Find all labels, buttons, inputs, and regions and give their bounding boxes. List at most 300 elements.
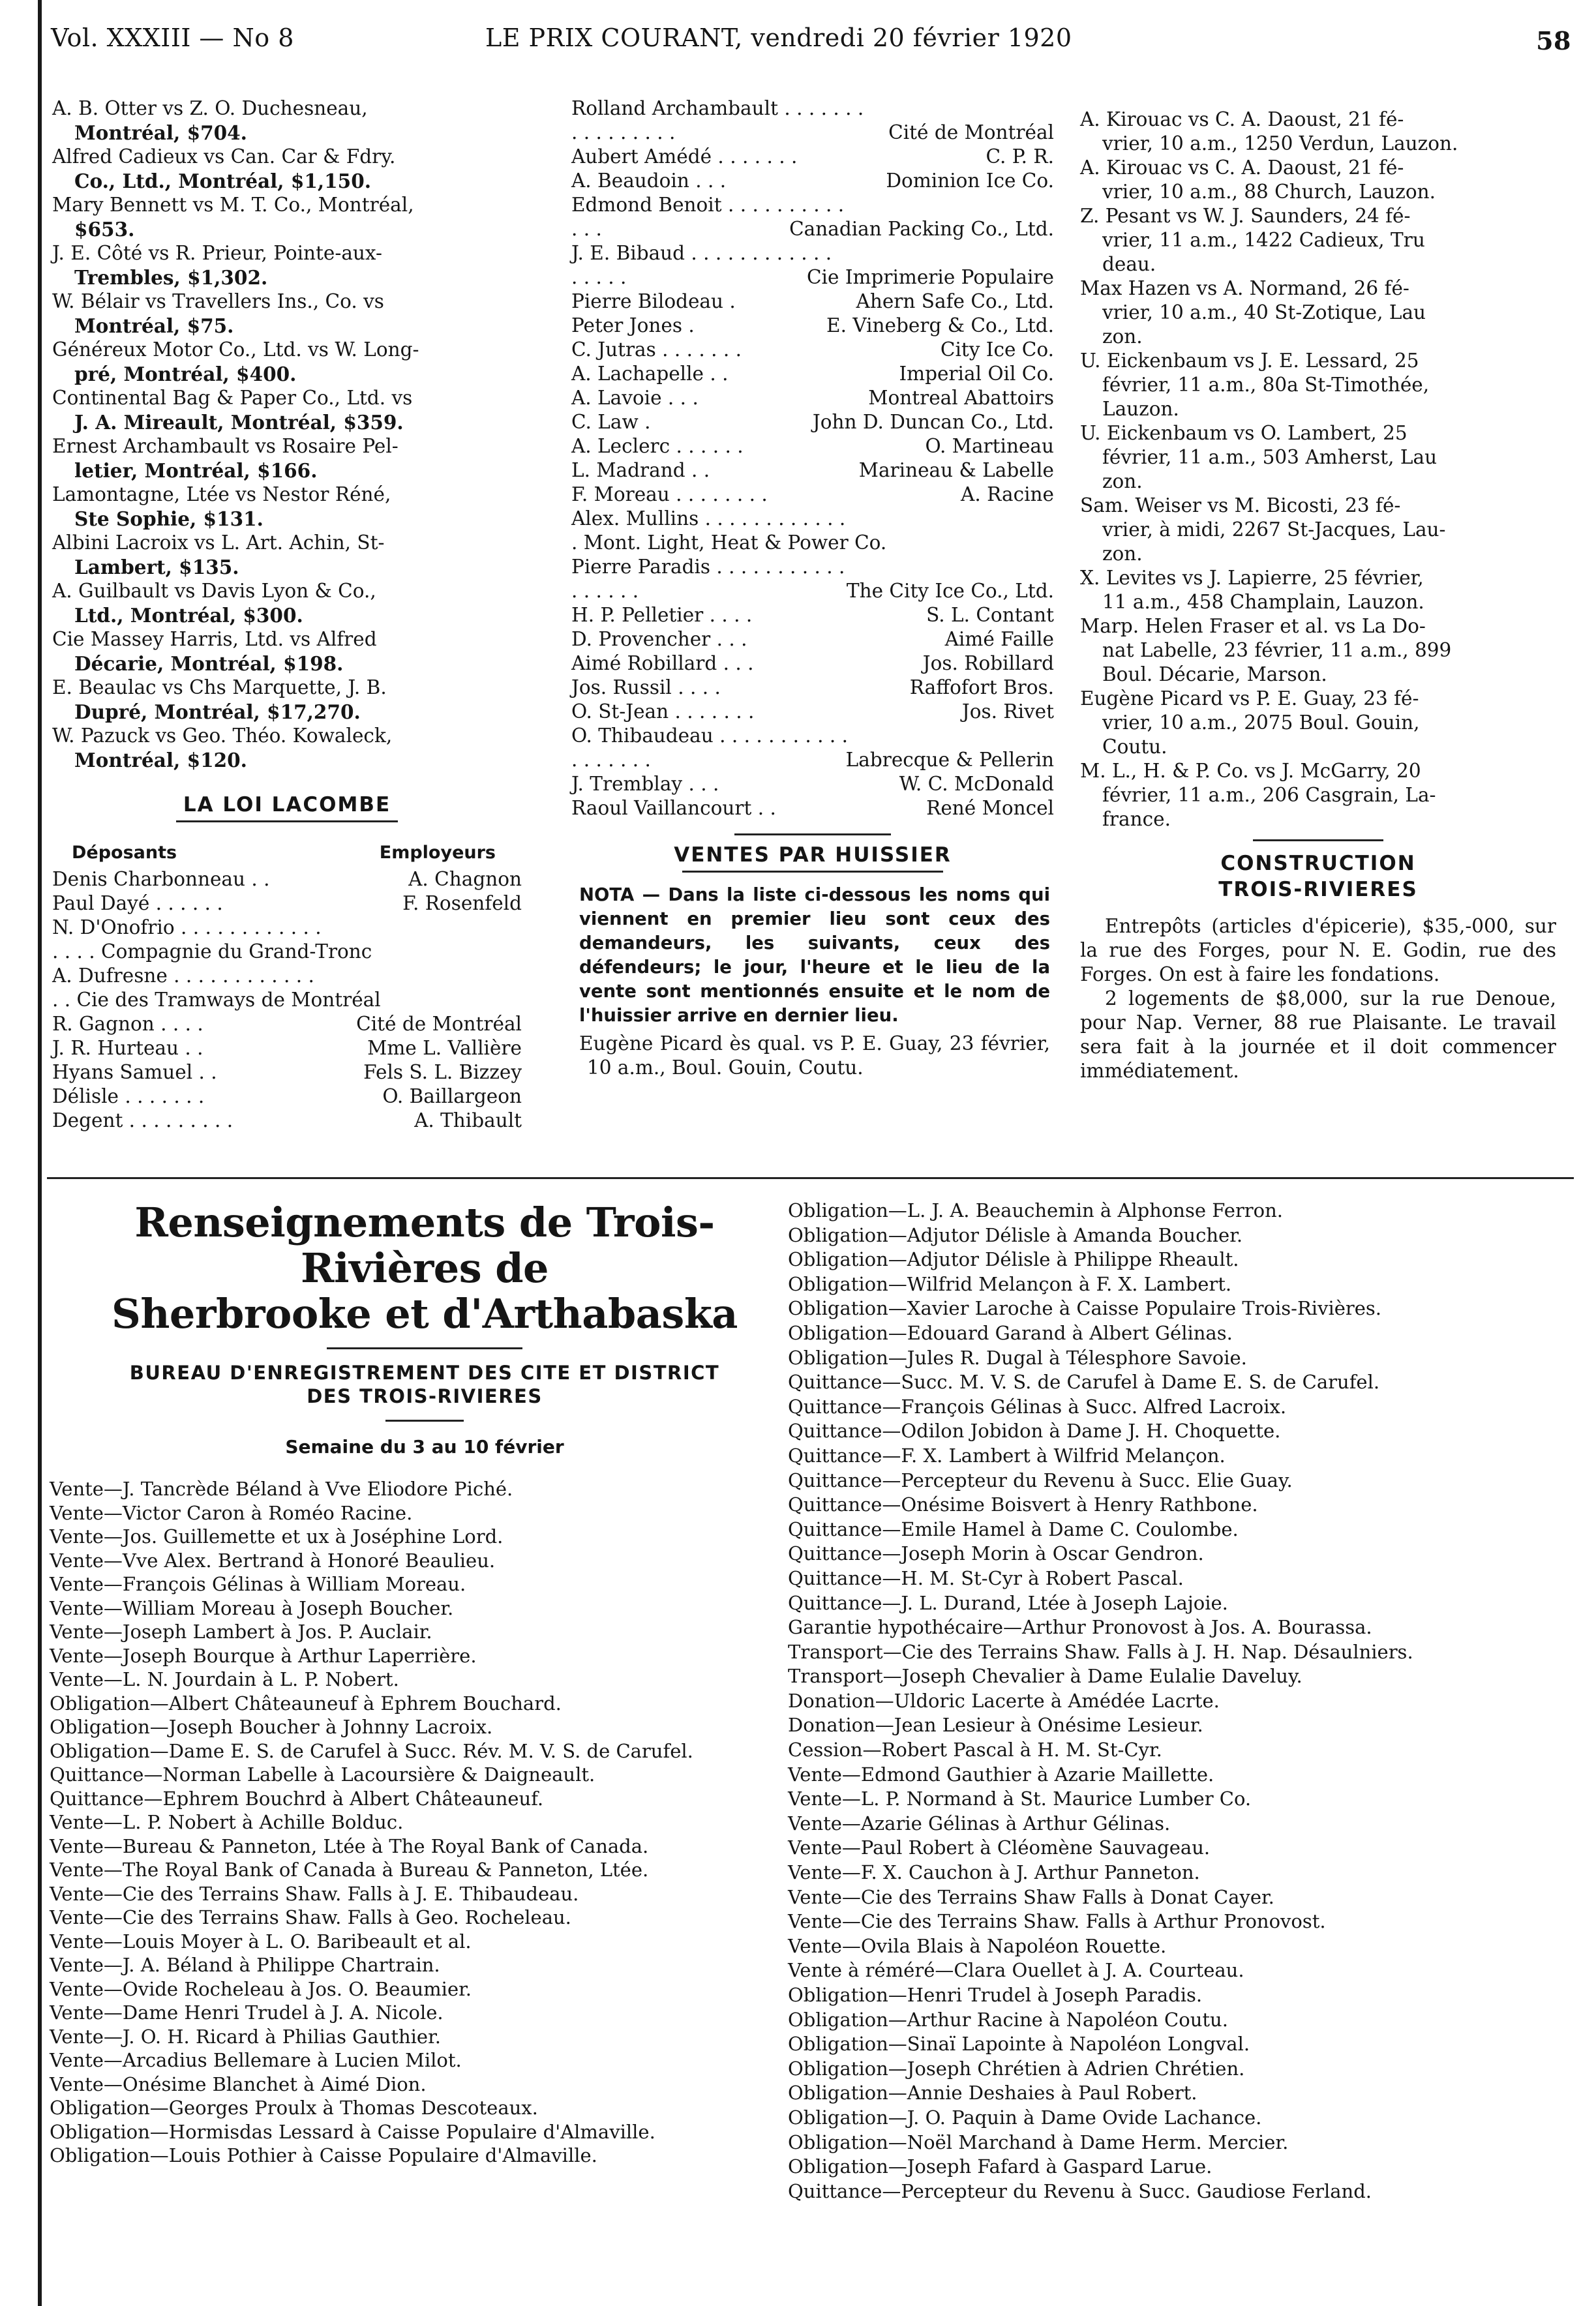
huissier-entries-list (1080, 108, 1556, 831)
deposant-name: F. Moreau . . . . . . . . (571, 483, 768, 505)
horizontal-section-rule (47, 1177, 1574, 1179)
case-entry (52, 676, 522, 724)
deposant-name: C. Law . (571, 411, 651, 433)
employeur-name: Canadian Packing Co., Ltd. (789, 218, 1054, 240)
employeur-name: City Ice Co. (940, 338, 1054, 361)
section-divider (1253, 839, 1383, 841)
case-line: Trembles, $1,302. (74, 266, 268, 289)
registry-entry: Vente—Cie des Terrains Shaw. Falls à Arthur Pronovost. (788, 1910, 1326, 1933)
deposant-name: O. Thibaudeau . . . . . . . . . . . (571, 725, 849, 747)
employeur-name: Cité de Montréal (356, 1013, 522, 1035)
deposant-name: Rolland Archambault . . . . . . . (571, 97, 864, 119)
employeur-name: Fels S. L. Bizzey (363, 1061, 522, 1083)
deposant-row (571, 217, 1054, 241)
deposant-row (52, 867, 522, 891)
registry-entry: Quittance—Emile Hamel à Dame C. Coulombe. (788, 1518, 1239, 1540)
deposant-name: A. Dufresne . . . . . . . . . . . . (52, 965, 314, 987)
registry-entry: Vente—Louis Moyer à L. O. Baribeault et al. (50, 1930, 472, 1953)
deposant-name: Hyans Samuel . . (52, 1061, 217, 1083)
registry-entry: Vente—Ovila Blais à Napoléon Rouette. (788, 1934, 1167, 1957)
registry-entry: Vente—Paul Robert à Cléomène Sauvageau. (788, 1836, 1211, 1859)
deposant-row (571, 724, 1054, 748)
loi-lacombe-heading: LA LOI LACOMBE (183, 793, 391, 816)
registry-entry: Vente—Azarie Gélinas à Arthur Gélinas. (788, 1812, 1171, 1834)
deposant-row (571, 796, 1054, 820)
registry-entry: Obligation—Xavier Laroche à Caisse Populaire Trois-Rivières. (788, 1297, 1382, 1320)
registry-entry: Obligation—Dame E. S. de Carufel à Succ. Rév. M. V. S. de Carufel. (50, 1739, 693, 1762)
sale-line: U. Eickenbaum vs O. Lambert, 25 (1080, 422, 1408, 444)
registry-entry: Vente—Cie des Terrains Shaw. Falls à J. E. Thibaudeau. (50, 1882, 579, 1905)
registry-entry: Obligation—Wilfrid Melançon à F. X. Lambert. (788, 1272, 1232, 1295)
registry-entry: Quittance—H. M. St-Cyr à Robert Pascal. (788, 1566, 1184, 1589)
sale-line: A. Kirouac vs C. A. Daoust, 21 fé- (1080, 157, 1404, 179)
deposant-row (52, 891, 522, 916)
column-2 (571, 97, 1054, 1080)
case-line: Montréal, $704. (74, 121, 247, 144)
registry-entry: Quittance—Norman Labelle à Lacoursière & Daigneault. (50, 1763, 595, 1786)
case-line: Ernest Archambault vs Rosaire Pel- (52, 435, 399, 457)
deposant-row (571, 362, 1054, 386)
employeur-name: Montreal Abattoirs (868, 387, 1054, 409)
sale-line: zon. (1102, 543, 1143, 565)
employeur-name: E. Vineberg & Co., Ltd. (826, 314, 1054, 337)
registry-entry: Cession—Robert Pascal à H. M. St-Cyr. (788, 1739, 1162, 1761)
huissier-sale-entry (1080, 277, 1556, 349)
section-underline (176, 820, 398, 822)
renseignements-right-column (788, 1199, 1551, 2204)
deposant-name: Jos. Russil . . . . (571, 676, 721, 698)
deposant-row (571, 290, 1054, 314)
deposant-name: Paul Dayé . . . . . . (52, 892, 223, 914)
case-entry (52, 724, 522, 772)
deposant-row (571, 241, 1054, 265)
registry-entry: Vente—Edmond Gauthier à Azarie Maillette. (788, 1763, 1214, 1786)
employeur-name: Cité de Montréal (888, 121, 1054, 143)
employeur-name: Raffofort Bros. (909, 676, 1054, 698)
loi-lacombe-column-headers (52, 841, 522, 865)
case-line: Ltd., Montréal, $300. (74, 604, 303, 627)
registry-entry: Vente—L. P. Nobert à Achille Bolduc. (50, 1811, 404, 1833)
sale-line: vrier, 10 a.m., 1250 Verdun, Lauzon. (1102, 132, 1458, 155)
deposant-row (52, 1085, 522, 1109)
registry-entry: Vente—Jos. Guillemette et ux à Joséphine Lord. (50, 1525, 504, 1548)
huissier-sale-entry (1080, 421, 1556, 494)
registry-entry: Obligation—Arthur Racine à Napoléon Coutu. (788, 2008, 1228, 2031)
registry-entry: Obligation—Henri Trudel à Joseph Paradis. (788, 1984, 1203, 2006)
case-entry (52, 97, 522, 145)
trois-rivieres-heading: TROIS-RIVIERES (1218, 878, 1418, 901)
sale-line: U. Eickenbaum vs J. E. Lessard, 25 (1080, 350, 1419, 372)
deposant-name: . . Cie des Tramways de Montréal (52, 989, 381, 1011)
case-line: Continental Bag & Paper Co., Ltd. vs (52, 387, 413, 409)
registry-entry: Vente—J. Tancrède Béland à Vve Eliodore Piché. (50, 1478, 513, 1500)
deposant-row (571, 97, 1054, 121)
huissier-sale-entry (1080, 494, 1556, 566)
bureau-heading-line2: DES TROIS-RIVIERES (307, 1385, 543, 1407)
deposant-row (571, 458, 1054, 483)
deposant-name: Raoul Vaillancourt . . (571, 797, 776, 819)
deposant-name: Peter Jones . (571, 314, 695, 337)
case-line: Ste Sophie, $131. (74, 507, 263, 530)
case-line: Décarie, Montréal, $198. (74, 652, 344, 675)
sale-line: zon. (1102, 470, 1143, 492)
loi-lacombe-list (52, 867, 522, 1133)
case-entry (52, 483, 522, 531)
construction-paragraph-1: Entrepôts (articles d'épicerie), $35,-000, sur la rue des Forges, pour N. E. Godin, rue des Forges. On est à faire les fondations. (1080, 915, 1556, 985)
registry-entry: Obligation—Louis Pothier à Caisse Populaire d'Almaville. (50, 2144, 597, 2166)
employeur-name: Aimé Faille (944, 628, 1054, 650)
sale-line: février, 11 a.m., 80a St-Timothée, (1102, 374, 1430, 396)
deposant-row (571, 193, 1054, 217)
deposant-row (52, 940, 522, 964)
case-line: Alfred Cadieux vs Can. Car & Fdry. (52, 145, 396, 168)
case-line: Lambert, $135. (74, 556, 239, 578)
case-entry (52, 531, 522, 579)
registry-entry: Vente à réméré—Clara Ouellet à J. A. Courteau. (788, 1959, 1244, 1982)
deposant-name: Edmond Benoit . . . . . . . . . . (571, 194, 845, 216)
registry-entry: Obligation—Georges Proulx à Thomas Descoteaux. (50, 2097, 538, 2119)
sale-line: 11 a.m., 458 Champlain, Lauzon. (1102, 591, 1424, 613)
registry-entry: Vente—Bureau & Panneton, Ltée à The Royal Bank of Canada. (50, 1834, 649, 1857)
deposant-row (571, 483, 1054, 507)
newspaper-page (38, 0, 1596, 2306)
sale-line: vrier, 10 a.m., 88 Church, Lauzon. (1102, 181, 1436, 203)
registry-entry: Vente—Cie des Terrains Shaw. Falls à Geo. Rocheleau. (50, 1906, 571, 1928)
registry-entry: Obligation—Adjutor Délisle à Philippe Rheault. (788, 1248, 1239, 1271)
sale-line: Z. Pesant vs W. J. Saunders, 24 fé- (1080, 205, 1411, 227)
huissier-sale-entry (1080, 349, 1556, 421)
employeur-name: Dominion Ice Co. (886, 170, 1054, 192)
employeur-name: Jos. Robillard (922, 652, 1054, 674)
registry-entry: Obligation—Edouard Garand à Albert Gélinas. (788, 1321, 1233, 1344)
deposant-name: . . . . . . . . . (571, 121, 676, 143)
registry-entry: Quittance—J. L. Durand, Ltée à Joseph Lajoie. (788, 1591, 1228, 1614)
registry-entry: Vente—Dame Henri Trudel à J. A. Nicole. (50, 2001, 444, 2024)
registry-entry: Obligation—Joseph Chrétien à Adrien Chrétien. (788, 2057, 1245, 2080)
registry-entry: Vente—The Royal Bank of Canada à Bureau & Panneton, Ltée. (50, 1859, 649, 1881)
publication-title: LE PRIX COURANT, vendredi 20 février 1920 (485, 23, 1072, 52)
registry-entry: Donation—Jean Lesieur à Onésime Lesieur. (788, 1714, 1203, 1737)
construction-heading: CONSTRUCTION (1220, 852, 1416, 875)
case-line: $653. (74, 218, 135, 241)
deposant-row (571, 169, 1054, 193)
registry-entry: Obligation—Joseph Boucher à Johnny Lacroix. (50, 1716, 493, 1738)
sale-line: vrier, 10 a.m., 2075 Boul. Gouin, (1102, 711, 1420, 734)
case-line: A. B. Otter vs Z. O. Duchesneau, (52, 97, 368, 119)
registry-entry: Vente—L. P. Normand à St. Maurice Lumber Co. (788, 1788, 1252, 1810)
registry-entry: Transport—Cie des Terrains Shaw. Falls à J. H. Nap. Désaulniers. (788, 1640, 1413, 1663)
deposant-name: A. Beaudoin . . . (571, 170, 727, 192)
volume-number: Vol. XXXIII — No 8 (51, 23, 294, 52)
case-line: A. Guilbault vs Davis Lyon & Co., (52, 580, 376, 602)
deposant-name: Degent . . . . . . . . . (52, 1109, 233, 1131)
section-divider (734, 833, 891, 835)
case-line: J. E. Côté vs R. Prieur, Pointe-aux- (52, 242, 383, 264)
section-underline (682, 871, 943, 873)
deposant-row (571, 627, 1054, 651)
case-entry (52, 290, 522, 338)
registry-entry: Vente—Joseph Lambert à Jos. P. Auclair. (50, 1621, 432, 1643)
registry-entry: Vente—Cie des Terrains Shaw Falls à Donat Cayer. (788, 1885, 1274, 1908)
sale-line: deau. (1102, 253, 1156, 275)
semaine-heading: Semaine du 3 au 10 février (285, 1436, 564, 1458)
page-edge-border (38, 0, 42, 2306)
deposant-row (571, 121, 1054, 145)
registry-entry: Donation—Uldoric Lacerte à Amédée Lacrte. (788, 1689, 1220, 1712)
employeur-name: S. L. Contant (926, 604, 1054, 626)
registry-entry: Vente—Victor Caron à Roméo Racine. (50, 1501, 413, 1524)
huissier-sale-entry (1080, 204, 1556, 277)
case-entry (52, 434, 522, 483)
case-entry (52, 627, 522, 676)
huissier-sale-entry (1080, 566, 1556, 614)
deposant-name: L. Madrand . . (571, 459, 710, 481)
registry-entry: Obligation—Annie Deshaies à Paul Robert. (788, 2082, 1197, 2104)
case-entry (52, 241, 522, 290)
deposant-name: . . . . . . (571, 580, 639, 602)
deposants-header: Déposants (72, 843, 177, 863)
case-line: Lamontagne, Ltée vs Nestor Réné, (52, 483, 391, 505)
deposant-name: . . . (571, 218, 602, 240)
sale-line: M. L., H. & P. Co. vs J. McGarry, 20 (1080, 760, 1421, 782)
registry-entry: Obligation—J. O. Paquin à Dame Ovide Lachance. (788, 2106, 1262, 2129)
employeur-name: Ahern Safe Co., Ltd. (856, 290, 1054, 312)
case-line: Montréal, $120. (74, 749, 247, 771)
deposant-name: Aubert Amédé . . . . . . . (571, 145, 798, 168)
huissier-sale-entry (1080, 759, 1556, 831)
huissier-sale-entry (1080, 108, 1556, 156)
deposant-row (52, 988, 522, 1012)
employeur-name: A. Thibault (414, 1109, 522, 1131)
case-line: letier, Montréal, $166. (74, 459, 318, 482)
deposant-row (571, 338, 1054, 362)
sale-line: Boul. Décarie, Marson. (1102, 663, 1327, 685)
deposant-name: J. Tremblay . . . (571, 773, 719, 795)
deposant-name: H. P. Pelletier . . . . (571, 604, 753, 626)
deposant-name: Aimé Robillard . . . (571, 652, 754, 674)
deposant-name: Alex. Mullins . . . . . . . . . . . . (571, 507, 846, 530)
employeur-name: C. P. R. (986, 145, 1054, 168)
registry-entry: Quittance—Onésime Boisvert à Henry Rathbone. (788, 1493, 1258, 1516)
registry-entry: Vente—Joseph Bourque à Arthur Laperrière. (50, 1644, 477, 1667)
registry-entry: Garantie hypothécaire—Arthur Pronovost à Jos. A. Bourassa. (788, 1616, 1372, 1639)
registry-entry: Quittance—François Gélinas à Succ. Alfred Lacroix. (788, 1395, 1287, 1418)
deposant-row (571, 386, 1054, 410)
deposant-name: . Mont. Light, Heat & Power Co. (571, 532, 887, 554)
sale-line: vrier, 11 a.m., 1422 Cadieux, Tru (1102, 229, 1425, 251)
employeur-name: A. Chagnon (408, 868, 522, 890)
deposant-name: Délisle . . . . . . . (52, 1085, 205, 1107)
court-cases-list (52, 97, 522, 772)
employeur-name: Marineau & Labelle (858, 459, 1054, 481)
employeur-name: W. C. McDonald (899, 773, 1054, 795)
case-entry (52, 193, 522, 241)
registry-entry: Quittance—Succ. M. V. S. de Carufel à Dame E. S. de Carufel. (788, 1371, 1380, 1394)
huissier-sale-entry (1080, 156, 1556, 204)
case-line: Co., Ltd., Montréal, $1,150. (74, 170, 372, 192)
deposant-row (52, 916, 522, 940)
sale-line: Sam. Weiser vs M. Bicosti, 23 fé- (1080, 494, 1401, 517)
registry-entry: Quittance—F. X. Lambert à Wilfrid Melançon. (788, 1444, 1226, 1467)
deposant-row (52, 1109, 522, 1133)
case-line: E. Beaulac vs Chs Marquette, J. B. (52, 676, 387, 698)
deposant-row (571, 579, 1054, 603)
registry-list-left (50, 1477, 800, 2168)
registry-entry: Transport—Joseph Chevalier à Dame Eulalie Daveluy. (788, 1665, 1302, 1688)
deposant-name: . . . . . (571, 266, 627, 288)
deposant-name: . . . . . . . (571, 749, 651, 771)
huissier-sale-entry (1080, 614, 1556, 687)
deposant-name: Pierre Paradis . . . . . . . . . . . (571, 556, 845, 578)
sale-line: france. (1102, 808, 1171, 830)
deposant-name: O. St-Jean . . . . . . . (571, 700, 755, 723)
deposant-name: J. R. Hurteau . . (52, 1037, 203, 1059)
case-entry (52, 145, 522, 193)
deposant-name: A. Lavoie . . . (571, 387, 699, 409)
registry-entry: Obligation—Joseph Fafard à Gaspard Larue. (788, 2155, 1212, 2178)
deposant-name: Pierre Bilodeau . (571, 290, 736, 312)
registry-entry: Vente—L. N. Jourdain à L. P. Nobert. (50, 1668, 399, 1690)
deposant-name: N. D'Onofrio . . . . . . . . . . . . (52, 916, 322, 938)
deposant-row (571, 265, 1054, 290)
case-line: Dupré, Montréal, $17,270. (74, 700, 361, 723)
registry-entry: Vente—Vve Alex. Bertrand à Honoré Beaulieu. (50, 1549, 496, 1572)
sale-line: zon. (1102, 325, 1143, 348)
sale-line: Lauzon. (1102, 398, 1179, 420)
deposant-row (571, 700, 1054, 724)
sale-line: février, 11 a.m., 503 Amherst, Lau (1102, 446, 1438, 468)
registry-entry: Vente—Arcadius Bellemare à Lucien Milot. (50, 2049, 462, 2071)
deposant-row (52, 1036, 522, 1060)
case-line: Montréal, $75. (74, 314, 234, 337)
deposant-row (571, 507, 1054, 531)
case-line: W. Bélair vs Travellers Ins., Co. vs (52, 290, 384, 312)
construction-paragraph-2: 2 logements de $8,000, sur la rue Denoue, pour Nap. Verner, 88 rue Plaisante. Le travail sera fait à la journée et il doit commencer immédiatement. (1080, 987, 1556, 1082)
bureau-heading-line1: BUREAU D'ENREGISTREMENT DES CITE ET DISTRICT (129, 1362, 720, 1384)
deposant-name: R. Gagnon . . . . (52, 1013, 203, 1035)
employeur-name: Jos. Rivet (961, 700, 1054, 723)
deposant-name: A. Lachapelle . . (571, 363, 729, 385)
renseignements-left-column (50, 1200, 800, 2168)
bureau-underline (385, 1420, 464, 1422)
deposant-row (571, 145, 1054, 169)
deposant-row (571, 434, 1054, 458)
page-number: 58 (1536, 26, 1571, 55)
deposant-name: J. E. Bibaud . . . . . . . . . . . . (571, 242, 832, 264)
sale-line: février, 11 a.m., 206 Casgrain, La- (1102, 784, 1436, 806)
nota-paragraph: NOTA — Dans la liste ci-dessous les noms qui viennent en premier lieu sont ceux des demandeurs, les suivants, ceux des défendeurs; le jour, l'heure et le lieu de la vente sont mentionnés ensuite et le nom de l'huissier arrive en dernier lieu. (579, 884, 1050, 1026)
employeur-name: Imperial Oil Co. (899, 363, 1054, 385)
deposant-row (571, 676, 1054, 700)
sale-line: X. Levites vs J. Lapierre, 25 février, (1080, 567, 1424, 589)
column-1 (52, 97, 522, 1133)
sale-line: vrier, à midi, 2267 St-Jacques, Lau- (1102, 518, 1446, 541)
case-line: Cie Massey Harris, Ltd. vs Alfred (52, 628, 377, 650)
deposant-name: . . . . Compagnie du Grand-Tronc (52, 940, 372, 963)
case-entry (52, 338, 522, 386)
employeur-name: John D. Duncan Co., Ltd. (812, 411, 1054, 433)
case-line: Généreux Motor Co., Ltd. vs W. Long- (52, 338, 419, 361)
deposant-name: Denis Charbonneau . . (52, 868, 270, 890)
registry-entry: Vente—J. O. H. Ricard à Philias Gauthier. (50, 2025, 441, 2048)
renseignements-title-line2: Sherbrooke et d'Arthabaska (112, 1290, 738, 1338)
sale-line: Max Hazen vs A. Normand, 26 fé- (1080, 277, 1409, 299)
registry-entry: Quittance—Ephrem Bouchrd à Albert Châteauneuf. (50, 1787, 544, 1810)
renseignements-title-line1: Renseignements de Trois-Rivières de (134, 1199, 715, 1292)
deposant-row (571, 531, 1054, 555)
employeur-name: O. Martineau (925, 435, 1054, 457)
registry-entry: Quittance—Joseph Morin à Oscar Gendron. (788, 1542, 1204, 1565)
deposant-row (52, 1012, 522, 1036)
employeurs-header: Employeurs (379, 843, 496, 863)
employeur-name: Cie Imprimerie Populaire (806, 266, 1054, 288)
deposant-row (571, 772, 1054, 796)
case-line: Mary Bennett vs M. T. Co., Montréal, (52, 194, 414, 216)
registry-entry: Obligation—Adjutor Délisle à Amanda Boucher. (788, 1223, 1243, 1246)
employeur-name: F. Rosenfeld (402, 892, 522, 914)
huissier-sale-entry (1080, 687, 1556, 759)
deposant-name: A. Leclerc . . . . . . (571, 435, 744, 457)
employeur-name: Mme L. Vallière (367, 1037, 522, 1059)
case-entry (52, 386, 522, 434)
sale-line: A. Kirouac vs C. A. Daoust, 21 fé- (1080, 108, 1404, 130)
registry-entry: Vente—F. X. Cauchon à J. Arthur Panneton. (788, 1861, 1200, 1884)
registry-entry: Obligation—Jules R. Dugal à Télesphore Savoie. (788, 1346, 1247, 1369)
sale-line: Eugène Picard vs P. E. Guay, 23 fé- (1080, 687, 1419, 710)
employeur-name: Labrecque & Pellerin (845, 749, 1054, 771)
case-line: Albini Lacroix vs L. Art. Achin, St- (52, 532, 385, 554)
deposant-row (571, 410, 1054, 434)
employeur-name: The City Ice Co., Ltd. (846, 580, 1054, 602)
case-line: pré, Montréal, $400. (74, 363, 297, 385)
case-line: J. A. Mireault, Montréal, $359. (74, 411, 404, 434)
case-entry (52, 579, 522, 627)
huissier-entry: Eugène Picard ès qual. vs P. E. Guay, 23 février, 10 a.m., Boul. Gouin, Coutu. (579, 1032, 1050, 1079)
deposant-row (571, 555, 1054, 579)
deposant-row (571, 603, 1054, 627)
case-line: W. Pazuck vs Geo. Théo. Kowaleck, (52, 725, 393, 747)
employeur-name: A. Racine (961, 483, 1054, 505)
employeur-name: René Moncel (926, 797, 1054, 819)
registry-list-right (788, 1199, 1551, 2204)
title-underline (327, 1347, 522, 1349)
registry-entry: Quittance—Percepteur du Revenu à Succ. Gaudiose Ferland. (788, 2179, 1372, 2202)
employeur-name: O. Baillargeon (382, 1085, 522, 1107)
registry-entry: Obligation—Albert Châteauneuf à Ephrem Bouchard. (50, 1692, 562, 1715)
deposant-row (52, 1060, 522, 1085)
registry-entry: Quittance—Odilon Jobidon à Dame J. H. Choquette. (788, 1420, 1281, 1443)
registry-entry: Vente—François Gélinas à William Moreau. (50, 1573, 466, 1595)
deposant-row (571, 651, 1054, 676)
sale-line: vrier, 10 a.m., 40 St-Zotique, Lau (1102, 301, 1426, 323)
deposant-name: D. Provencher . . . (571, 628, 747, 650)
sale-line: nat Labelle, 23 février, 11 a.m., 899 (1102, 639, 1452, 661)
registry-entry: Quittance—Percepteur du Revenu à Succ. Elie Guay. (788, 1469, 1293, 1491)
deposant-row (52, 964, 522, 988)
deposants-continued-list (571, 97, 1054, 820)
page-header (51, 23, 1571, 63)
sale-line: Marp. Helen Fraser et al. vs La Do- (1080, 615, 1426, 637)
deposant-row (571, 314, 1054, 338)
column-3 (1080, 108, 1556, 1083)
registry-entry: Vente—William Moreau à Joseph Boucher. (50, 1596, 454, 1619)
sale-line: Coutu. (1102, 736, 1167, 758)
ventes-huissier-heading: VENTES PAR HUISSIER (674, 843, 952, 867)
registry-entry: Obligation—Sinaï Lapointe à Napoléon Longval. (788, 2033, 1250, 2056)
registry-entry: Obligation—L. J. A. Beauchemin à Alphonse Ferron. (788, 1199, 1284, 1221)
deposant-name: C. Jutras . . . . . . . (571, 338, 742, 361)
registry-entry: Vente—J. A. Béland à Philippe Chartrain. (50, 1954, 440, 1976)
